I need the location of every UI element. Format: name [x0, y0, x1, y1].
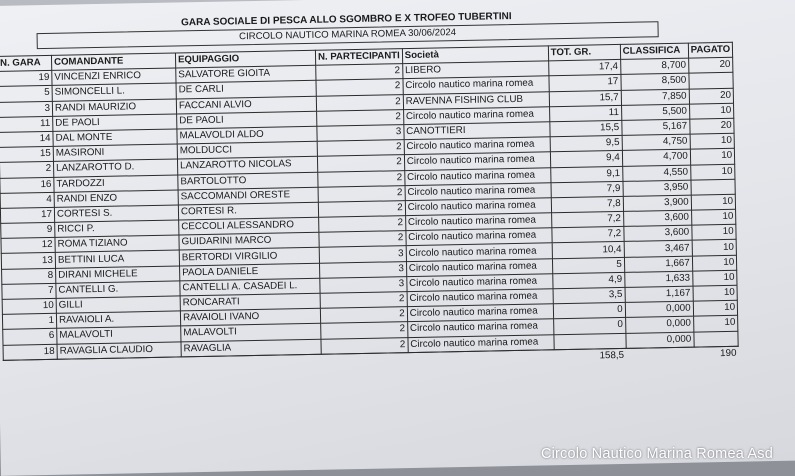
col-pagato: PAGATO [688, 42, 733, 58]
cell-comandante: CANTELLI G. [56, 281, 180, 299]
cell-tot-gr: 9,5 [550, 136, 622, 153]
cell-equipaggio: MOLDUCCI [177, 141, 317, 159]
cell-societa: Circolo nautico marina romea [405, 182, 551, 200]
cell-tot-gr: 0 [553, 303, 625, 320]
watermark-text: Circolo Nautico Marina Romea Asd [540, 446, 773, 462]
cell-n-partecipanti: 2 [318, 200, 405, 217]
cell-n-gara: 8 [2, 268, 56, 284]
cell-pagato: 10 [692, 225, 737, 241]
cell-n-gara: 6 [3, 329, 57, 345]
cell-n-partecipanti: 2 [317, 109, 404, 126]
cell-classifica: 5,500 [621, 104, 689, 120]
cell-equipaggio: RAVAIOLI IVANO [180, 308, 320, 326]
cell-equipaggio: CORTESI R. [178, 202, 318, 220]
cell-classifica: 4,750 [622, 134, 690, 150]
cell-societa: LIBERO [402, 61, 548, 79]
cell-n-partecipanti: 2 [317, 140, 404, 157]
cell-comandante: GILLI [56, 296, 180, 314]
cell-n-gara: 15 [0, 146, 53, 162]
cell-n-gara: 17 [0, 207, 54, 223]
cell-pagato: 10 [692, 255, 737, 271]
cell-n-gara: 12 [1, 238, 55, 254]
cell-pagato: 10 [693, 300, 738, 316]
cell-classifica: 1,667 [624, 256, 692, 272]
cell-classifica: 1,633 [624, 271, 692, 287]
cell-comandante: DIRANI MICHELE [56, 266, 180, 284]
cell-tot-gr: 17,4 [548, 60, 620, 77]
cell-n-partecipanti: 2 [319, 216, 406, 233]
cell-classifica: 3,950 [623, 180, 691, 196]
cell-classifica: 0,000 [625, 316, 693, 332]
cell-equipaggio: CECCOLI ALESSANDRO [179, 217, 319, 235]
cell-n-partecipanti: 2 [316, 79, 403, 96]
cell-comandante: RICCI P. [55, 220, 179, 238]
cell-equipaggio: SALVATORE GIOITA [176, 65, 316, 83]
cell-pagato: 10 [689, 103, 734, 119]
cell-equipaggio: MALAVOLDI ALDO [177, 126, 317, 144]
cell-tot-gr: 7,9 [551, 181, 623, 198]
cell-societa: Circolo nautico marina romea [407, 319, 553, 337]
cell-pagato: 10 [693, 316, 738, 332]
cell-comandante: RANDI MAURIZIO [52, 99, 176, 117]
cell-classifica: 7,850 [621, 89, 689, 105]
cell-pagato: 10 [692, 240, 737, 256]
cell-n-partecipanti: 2 [320, 307, 407, 324]
col-tot-gr: TOT. GR. [548, 44, 620, 61]
cell-tot-gr: 10,4 [552, 242, 624, 259]
cell-societa: Circolo nautico marina romea [407, 304, 553, 322]
total-pagato: 190 [720, 347, 737, 359]
cell-n-gara: 18 [3, 344, 57, 360]
cell-pagato: 10 [692, 270, 737, 286]
cell-societa: Circolo nautico marina romea [405, 198, 551, 216]
cell-n-gara: 4 [0, 192, 54, 208]
cell-comandante: TARDOZZI [54, 174, 178, 192]
cell-societa: Circolo nautico marina romea [408, 334, 554, 352]
cell-comandante: MASIRONI [53, 144, 177, 162]
cell-pagato: 10 [693, 285, 738, 301]
cell-pagato: 10 [690, 164, 735, 180]
cell-n-partecipanti: 2 [316, 94, 403, 111]
cell-societa: Circolo nautico marina romea [404, 137, 550, 155]
cell-tot-gr: 3,5 [553, 287, 625, 304]
cell-pagato: 20 [688, 57, 733, 73]
cell-classifica: 3,600 [623, 210, 691, 226]
cell-classifica: 8,700 [620, 58, 688, 74]
col-societa: Società [402, 46, 548, 64]
cell-tot-gr: 5 [552, 257, 624, 274]
cell-societa: Circolo nautico marina romea [403, 76, 549, 94]
total-tot-gr: 158,5 [599, 349, 625, 362]
cell-equipaggio: BARTOLOTTO [178, 172, 318, 190]
cell-n-gara: 10 [2, 298, 56, 314]
cell-equipaggio: GUIDARINI MARCO [179, 233, 319, 251]
cell-comandante: RAVAIOLI A. [56, 311, 180, 329]
cell-societa: Circolo nautico marina romea [404, 167, 550, 185]
cell-n-gara: 16 [0, 177, 54, 193]
cell-societa: RAVENNA FISHING CLUB [403, 91, 549, 109]
cell-societa: Circolo nautico marina romea [407, 289, 553, 307]
cell-pagato: 20 [690, 118, 735, 134]
cell-equipaggio: SACCOMANDI ORESTE [178, 187, 318, 205]
cell-societa: CANOTTIERI [404, 122, 550, 140]
cell-tot-gr: 9,1 [550, 166, 622, 183]
cell-tot-gr: 4,9 [552, 272, 624, 289]
cell-comandante: RANDI ENZO [54, 190, 178, 208]
cell-comandante: SIMONCELLI L. [52, 83, 176, 101]
cell-classifica: 0,000 [625, 301, 693, 317]
cell-n-gara: 2 [0, 162, 54, 178]
cell-equipaggio: CANTELLI A. CASADEI L. [180, 278, 320, 296]
cell-n-partecipanti: 3 [320, 276, 407, 293]
cell-comandante: RAVAGLIA CLAUDIO [57, 341, 181, 359]
cell-comandante: BETTINI LUCA [55, 250, 179, 268]
cell-n-gara: 19 [0, 71, 52, 87]
cell-equipaggio: LANZAROTTO NICOLAS [177, 157, 317, 175]
cell-comandante: ROMA TIZIANO [55, 235, 179, 253]
cell-n-gara: 7 [2, 283, 56, 299]
cell-pagato: 10 [691, 209, 736, 225]
cell-classifica: 3,600 [624, 225, 692, 241]
cell-n-partecipanti: 2 [319, 231, 406, 248]
cell-pagato: 20 [689, 88, 734, 104]
cell-tot-gr [554, 333, 626, 350]
cell-n-gara: 5 [0, 86, 52, 102]
cell-pagato [694, 331, 739, 347]
cell-equipaggio: FACCANI ALVIO [176, 96, 316, 114]
cell-tot-gr: 7,2 [552, 227, 624, 244]
cell-classifica: 3,467 [624, 241, 692, 257]
cell-societa: Circolo nautico marina romea [407, 274, 553, 292]
cell-tot-gr: 7,8 [551, 196, 623, 213]
cell-n-gara: 13 [1, 253, 55, 269]
cell-comandante: LANZAROTTO D. [53, 159, 177, 177]
cell-n-partecipanti: 3 [319, 246, 406, 263]
cell-n-partecipanti: 2 [318, 185, 405, 202]
col-n-partecipanti: N. PARTECIPANTI [315, 49, 402, 66]
cell-tot-gr: 11 [549, 105, 621, 122]
cell-equipaggio: DE CARLI [176, 81, 316, 99]
cell-n-partecipanti: 2 [320, 292, 407, 309]
cell-comandante: DAL MONTE [53, 129, 177, 147]
cell-comandante: MALAVOLTI [57, 326, 181, 344]
cell-tot-gr: 7,2 [551, 211, 623, 228]
cell-n-partecipanti: 3 [317, 125, 404, 142]
document-subtitle: CIRCOLO NAUTICO MARINA ROMEA 30/06/2024 [37, 21, 659, 49]
cell-comandante: DE PAOLI [53, 114, 177, 132]
cell-equipaggio: RAVAGLIA [181, 339, 321, 357]
cell-n-gara: 14 [0, 131, 53, 147]
cell-classifica: 8,500 [621, 74, 689, 90]
cell-classifica: 5,167 [622, 119, 690, 135]
cell-tot-gr: 15,7 [549, 90, 621, 107]
cell-tot-gr: 0 [553, 318, 625, 335]
cell-n-partecipanti: 2 [318, 170, 405, 187]
cell-pagato: 10 [690, 149, 735, 165]
cell-equipaggio: MALAVOLTI [181, 324, 321, 342]
cell-societa: Circolo nautico marina romea [406, 228, 552, 246]
document-title: GARA SOCIALE DI PESCA ALLO SGOMBRO E X TROFEO TUBERTINI [180, 11, 512, 29]
cell-equipaggio: RONCARATI [180, 293, 320, 311]
cell-tot-gr: 17 [549, 75, 621, 92]
cell-societa: Circolo nautico marina romea [403, 107, 549, 125]
cell-n-partecipanti: 3 [319, 261, 406, 278]
cell-tot-gr: 15,5 [550, 120, 622, 137]
cell-societa: Circolo nautico marina romea [406, 258, 552, 276]
cell-pagato [691, 179, 736, 195]
cell-equipaggio: PAOLA DANIELE [180, 263, 320, 281]
cell-n-partecipanti: 2 [321, 322, 408, 339]
cell-classifica: 4,700 [622, 149, 690, 165]
cell-n-partecipanti: 2 [316, 64, 403, 81]
col-comandante: COMANDANTE [51, 53, 175, 71]
results-table [0, 42, 739, 375]
col-equipaggio: EQUIPAGGIO [175, 50, 315, 68]
cell-classifica: 4,550 [622, 165, 690, 181]
cell-n-gara: 3 [0, 101, 53, 117]
cell-societa: Circolo nautico marina romea [405, 213, 551, 231]
cell-classifica: 3,900 [623, 195, 691, 211]
col-classifica: CLASSIFICA [620, 43, 688, 59]
cell-classifica: 0,000 [626, 332, 694, 348]
cell-classifica: 1,167 [625, 286, 693, 302]
cell-n-gara: 1 [2, 314, 56, 330]
cell-tot-gr: 9,4 [550, 151, 622, 168]
cell-equipaggio: BERTORDI VIRGILIO [179, 248, 319, 266]
cell-n-partecipanti: 2 [317, 155, 404, 172]
cell-comandante: CORTESI S. [54, 205, 178, 223]
cell-societa: Circolo nautico marina romea [404, 152, 550, 170]
cell-n-partecipanti: 2 [321, 337, 408, 354]
col-n-gara: N. GARA [0, 55, 52, 71]
cell-pagato: 10 [691, 194, 736, 210]
cell-equipaggio: DE PAOLI [177, 111, 317, 129]
cell-societa: Circolo nautico marina romea [406, 243, 552, 261]
cell-comandante: VINCENZI ENRICO [52, 68, 176, 86]
cell-n-gara: 9 [1, 222, 55, 238]
cell-n-gara: 11 [0, 116, 53, 132]
cell-pagato: 10 [690, 133, 735, 149]
cell-pagato [689, 73, 734, 89]
results-sheet [0, 5, 795, 375]
